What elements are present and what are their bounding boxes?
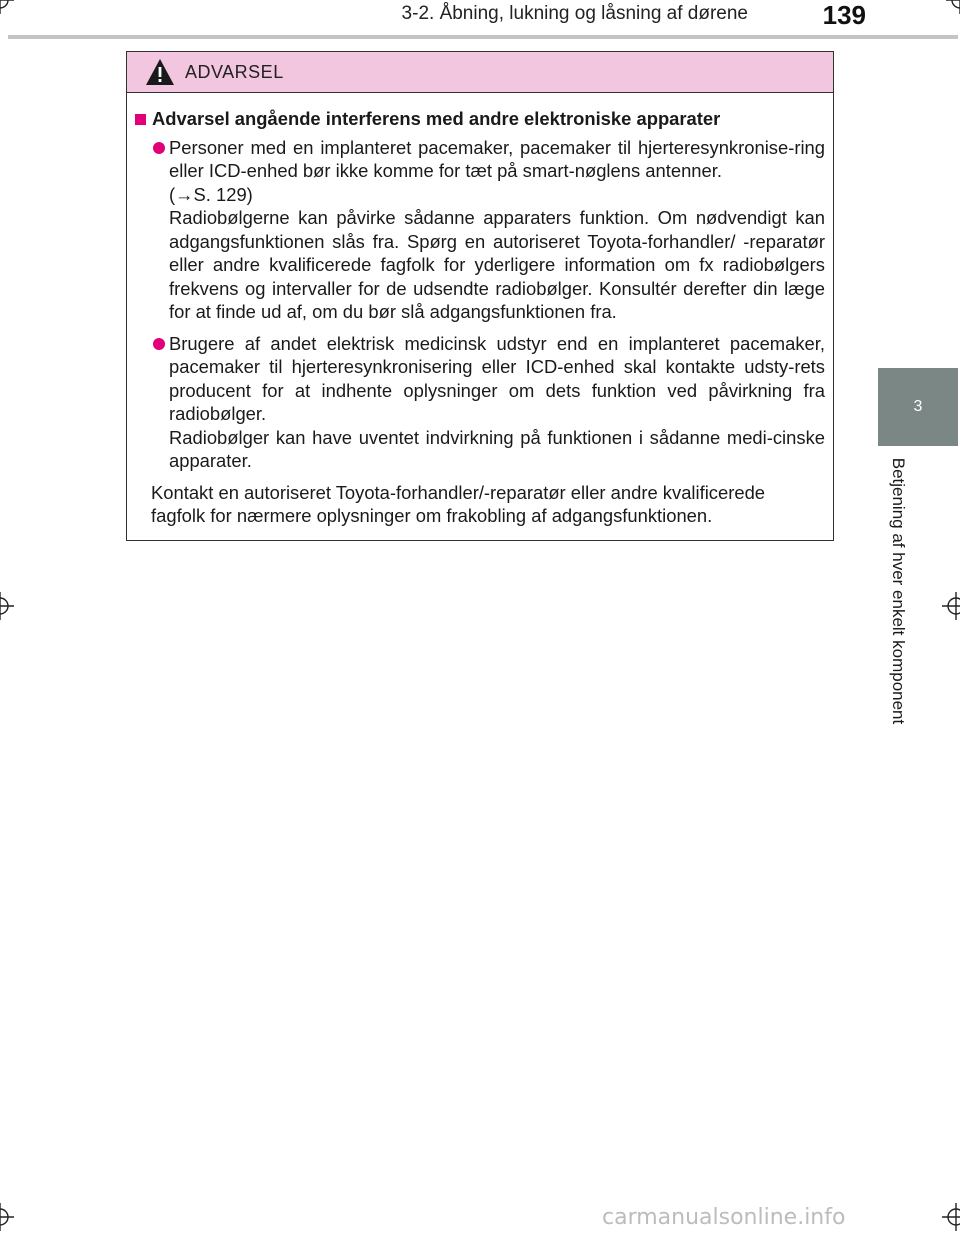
warning-triangle-icon <box>145 58 175 86</box>
warning-title: ADVARSEL <box>185 61 284 82</box>
warning-heading <box>135 107 825 131</box>
bullet-text: Radiobølgerne kan påvirke sådanne apparaters funktion. Om nødvendigt kan adgangsfunktionen slås fra. Spørg en autoriseret Toyota-forhandler/ -reparatør eller andre kvalificerede fagfolk for yderligere information om fx radiobølgers frekvens og intervaller for de udsendte radiobølger. Konsultér derefter din læge for at finde ud af, om du bør slå adgangsfunktionen fra. <box>169 207 825 322</box>
contact-text: Kontakt en autoriseret Toyota-forhandler/-reparatør eller andre kvalificerede fagfolk for nærmere oplysninger om frakobling af adgangsfunktionen. <box>151 481 766 526</box>
round-bullet-icon <box>153 338 165 350</box>
chapter-number: 3 <box>913 398 923 415</box>
crop-mark-mid-left <box>0 592 14 620</box>
warning-heading-text: Advarsel angående interferens med andre elektroniske apparater <box>152 108 721 129</box>
crop-mark-mid-right <box>942 592 960 620</box>
page-reference[interactable]: (→S. 129) <box>169 183 253 205</box>
round-bullet-icon <box>153 142 165 154</box>
warning-header <box>127 52 833 93</box>
chapter-tab[interactable] <box>878 368 958 446</box>
crop-mark-top-right <box>946 0 960 14</box>
chapter-side-label: Betjening af hver enkelt komponent <box>889 457 908 725</box>
bullet-text: Brugere af andet elektrisk medicinsk udstyr end en implanteret pacemaker, pacemaker til hjerteresynkronisering eller ICD-enhed skal kontakte udsty-rets producent for at indhente oplysninger om dets funktion ved påvirkning fra radiobølger. <box>169 332 825 424</box>
bullet-item-pacemaker <box>135 136 825 324</box>
square-bullet-icon <box>135 114 146 125</box>
section-title: 3-2. Åbning, lukning og låsning af dørene <box>401 3 748 24</box>
header-rule <box>8 35 958 39</box>
warning-box <box>126 51 834 541</box>
crop-mark-bottom-left <box>0 1203 14 1231</box>
footer-watermark: carmanualsonline.info <box>602 1205 846 1230</box>
crop-mark-bottom-right <box>942 1203 960 1231</box>
bullet-text: Radiobølger kan have uventet indvirkning på funktionen i sådanne medi-cinske apparater. <box>169 426 825 471</box>
bullet-item-medical-equipment <box>135 332 825 473</box>
page-number: 139 <box>822 0 866 30</box>
warning-body <box>127 93 833 528</box>
bullet-text: Personer med en implanteret pacemaker, pacemaker til hjerteresynkronise-ring eller ICD-enhed bør ikke komme for tæt på smart-nøglens antenner. <box>169 136 825 181</box>
